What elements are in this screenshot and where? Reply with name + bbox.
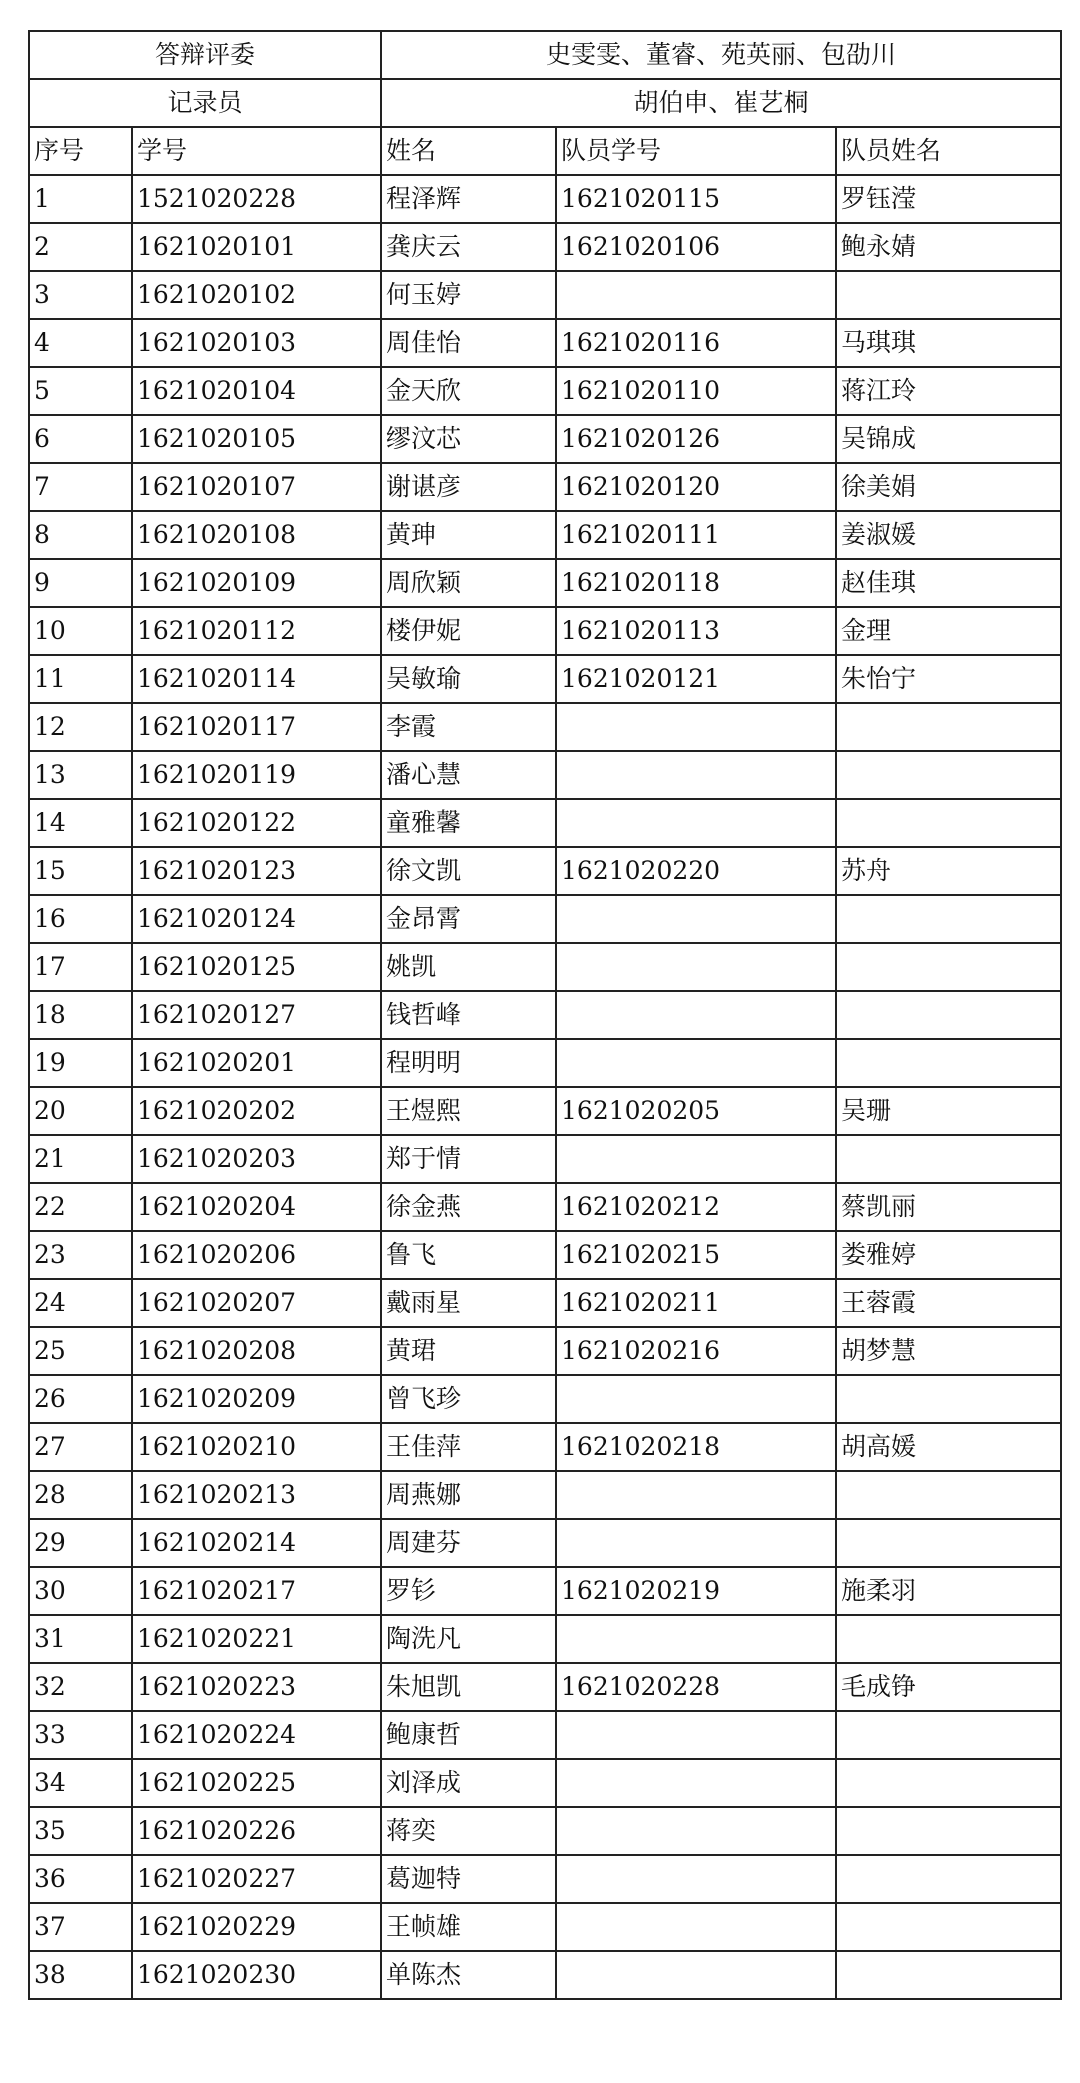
row-number-cell: 18: [29, 991, 132, 1039]
member-student-id-cell: [556, 1855, 836, 1903]
student-name-cell: 姚凯: [381, 943, 556, 991]
table-row: [29, 559, 1061, 607]
member-student-id-cell: [556, 703, 836, 751]
student-name-cell: 周欣颖: [381, 559, 556, 607]
student-id-cell: 1621020123: [132, 847, 381, 895]
table-row: [29, 1519, 1061, 1567]
member-student-id-cell: [556, 1471, 836, 1519]
student-name-cell: 李霞: [381, 703, 556, 751]
student-name-cell: 葛迦特: [381, 1855, 556, 1903]
student-id-cell: 1621020214: [132, 1519, 381, 1567]
member-name-cell: 王蓉霞: [836, 1279, 1061, 1327]
student-id-cell: 1621020207: [132, 1279, 381, 1327]
student-name-cell: 陶洗凡: [381, 1615, 556, 1663]
student-id-cell: 1621020227: [132, 1855, 381, 1903]
row-number-cell: 6: [29, 415, 132, 463]
student-id-cell: 1621020203: [132, 1135, 381, 1183]
row-number-cell: 13: [29, 751, 132, 799]
member-name-cell: [836, 895, 1061, 943]
row-number-cell: 34: [29, 1759, 132, 1807]
defense-roster-table: [28, 30, 1062, 2000]
student-name-cell: 程明明: [381, 1039, 556, 1087]
student-name-cell: 王佳萍: [381, 1423, 556, 1471]
row-number-cell: 5: [29, 367, 132, 415]
recorder-label: 记录员: [29, 79, 381, 127]
table-row: [29, 223, 1061, 271]
table-row: [29, 1903, 1061, 1951]
row-number-cell: 25: [29, 1327, 132, 1375]
row-number-cell: 33: [29, 1711, 132, 1759]
member-name-cell: [836, 1711, 1061, 1759]
member-student-id-cell: 1621020110: [556, 367, 836, 415]
table-row: [29, 1183, 1061, 1231]
row-number-cell: 12: [29, 703, 132, 751]
student-id-cell: 1621020114: [132, 655, 381, 703]
student-id-cell: 1621020101: [132, 223, 381, 271]
student-id-cell: 1621020108: [132, 511, 381, 559]
student-name-cell: 童雅馨: [381, 799, 556, 847]
table-row: [29, 1327, 1061, 1375]
student-id-cell: 1521020228: [132, 175, 381, 223]
table-row: [29, 1615, 1061, 1663]
member-student-id-cell: [556, 271, 836, 319]
member-student-id-cell: 1621020216: [556, 1327, 836, 1375]
member-student-id-cell: 1621020111: [556, 511, 836, 559]
student-id-cell: 1621020107: [132, 463, 381, 511]
table-row: [29, 1567, 1061, 1615]
member-student-id-cell: 1621020228: [556, 1663, 836, 1711]
student-name-cell: 缪汶芯: [381, 415, 556, 463]
row-number-cell: 29: [29, 1519, 132, 1567]
member-student-id-cell: [556, 895, 836, 943]
member-name-cell: [836, 1039, 1061, 1087]
column-header-id: 学号: [132, 127, 381, 175]
table-row: [29, 271, 1061, 319]
member-name-cell: [836, 751, 1061, 799]
table-row: [29, 991, 1061, 1039]
row-number-cell: 7: [29, 463, 132, 511]
member-student-id-cell: [556, 1711, 836, 1759]
student-id-cell: 1621020117: [132, 703, 381, 751]
table-row: [29, 1663, 1061, 1711]
table-row: [29, 1807, 1061, 1855]
student-id-cell: 1621020122: [132, 799, 381, 847]
student-name-cell: 龚庆云: [381, 223, 556, 271]
student-name-cell: 朱旭凯: [381, 1663, 556, 1711]
student-name-cell: 周建芬: [381, 1519, 556, 1567]
row-number-cell: 23: [29, 1231, 132, 1279]
member-name-cell: 罗钰滢: [836, 175, 1061, 223]
student-id-cell: 1621020208: [132, 1327, 381, 1375]
student-id-cell: 1621020119: [132, 751, 381, 799]
row-number-cell: 28: [29, 1471, 132, 1519]
student-id-cell: 1621020103: [132, 319, 381, 367]
row-number-cell: 19: [29, 1039, 132, 1087]
table-row: [29, 1759, 1061, 1807]
member-student-id-cell: 1621020215: [556, 1231, 836, 1279]
table-row: [29, 943, 1061, 991]
student-name-cell: 周燕娜: [381, 1471, 556, 1519]
member-student-id-cell: [556, 1519, 836, 1567]
member-name-cell: [836, 1951, 1061, 1999]
member-name-cell: 苏舟: [836, 847, 1061, 895]
member-student-id-cell: [556, 1039, 836, 1087]
student-name-cell: 戴雨星: [381, 1279, 556, 1327]
student-name-cell: 金天欣: [381, 367, 556, 415]
student-name-cell: 王煜熙: [381, 1087, 556, 1135]
student-name-cell: 王帧雄: [381, 1903, 556, 1951]
student-name-cell: 吴敏瑜: [381, 655, 556, 703]
table-row: [29, 799, 1061, 847]
member-name-cell: 赵佳琪: [836, 559, 1061, 607]
member-name-cell: 胡梦慧: [836, 1327, 1061, 1375]
table-row: [29, 1039, 1061, 1087]
column-header-row: [29, 127, 1061, 175]
member-name-cell: [836, 991, 1061, 1039]
student-id-cell: 1621020112: [132, 607, 381, 655]
student-name-cell: 刘泽成: [381, 1759, 556, 1807]
student-id-cell: 1621020104: [132, 367, 381, 415]
table-row: [29, 1855, 1061, 1903]
recorder-members: 胡伯申、崔艺桐: [381, 79, 1061, 127]
member-student-id-cell: 1621020106: [556, 223, 836, 271]
member-name-cell: [836, 703, 1061, 751]
student-id-cell: 1621020202: [132, 1087, 381, 1135]
member-student-id-cell: [556, 1951, 836, 1999]
student-name-cell: 鲍康哲: [381, 1711, 556, 1759]
member-name-cell: [836, 1855, 1061, 1903]
member-name-cell: 施柔羽: [836, 1567, 1061, 1615]
column-header-no: 序号: [29, 127, 132, 175]
table-row: [29, 1135, 1061, 1183]
student-id-cell: 1621020105: [132, 415, 381, 463]
member-name-cell: 徐美娟: [836, 463, 1061, 511]
student-name-cell: 黄珅: [381, 511, 556, 559]
row-number-cell: 35: [29, 1807, 132, 1855]
student-name-cell: 金昂霄: [381, 895, 556, 943]
student-id-cell: 1621020204: [132, 1183, 381, 1231]
row-number-cell: 1: [29, 175, 132, 223]
member-name-cell: [836, 799, 1061, 847]
row-number-cell: 38: [29, 1951, 132, 1999]
member-name-cell: [836, 1519, 1061, 1567]
member-name-cell: [836, 1903, 1061, 1951]
student-id-cell: 1621020124: [132, 895, 381, 943]
table-row: [29, 1951, 1061, 1999]
table-row: [29, 655, 1061, 703]
student-name-cell: 楼伊妮: [381, 607, 556, 655]
row-number-cell: 9: [29, 559, 132, 607]
student-id-cell: 1621020213: [132, 1471, 381, 1519]
table-row: [29, 1375, 1061, 1423]
row-number-cell: 14: [29, 799, 132, 847]
row-number-cell: 30: [29, 1567, 132, 1615]
member-name-cell: 朱怡宁: [836, 655, 1061, 703]
column-header-member-name: 队员姓名: [836, 127, 1061, 175]
student-id-cell: 1621020223: [132, 1663, 381, 1711]
row-number-cell: 8: [29, 511, 132, 559]
member-student-id-cell: 1621020205: [556, 1087, 836, 1135]
row-number-cell: 27: [29, 1423, 132, 1471]
student-name-cell: 郑于情: [381, 1135, 556, 1183]
student-name-cell: 周佳怡: [381, 319, 556, 367]
member-student-id-cell: 1621020115: [556, 175, 836, 223]
member-student-id-cell: 1621020116: [556, 319, 836, 367]
student-id-cell: 1621020226: [132, 1807, 381, 1855]
member-student-id-cell: 1621020120: [556, 463, 836, 511]
member-name-cell: 马琪琪: [836, 319, 1061, 367]
student-id-cell: 1621020201: [132, 1039, 381, 1087]
member-student-id-cell: [556, 1759, 836, 1807]
member-student-id-cell: [556, 1615, 836, 1663]
member-student-id-cell: 1621020121: [556, 655, 836, 703]
table-row: [29, 1471, 1061, 1519]
member-name-cell: 金理: [836, 607, 1061, 655]
row-number-cell: 37: [29, 1903, 132, 1951]
defense-roster-sheet: [28, 30, 1060, 2000]
student-id-cell: 1621020209: [132, 1375, 381, 1423]
member-student-id-cell: 1621020218: [556, 1423, 836, 1471]
row-number-cell: 32: [29, 1663, 132, 1711]
student-name-cell: 谢谌彦: [381, 463, 556, 511]
member-name-cell: [836, 1135, 1061, 1183]
member-student-id-cell: 1621020118: [556, 559, 836, 607]
student-name-cell: 罗钐: [381, 1567, 556, 1615]
row-number-cell: 3: [29, 271, 132, 319]
student-name-cell: 徐文凯: [381, 847, 556, 895]
member-name-cell: [836, 1615, 1061, 1663]
table-row: [29, 1087, 1061, 1135]
row-number-cell: 31: [29, 1615, 132, 1663]
student-id-cell: 1621020217: [132, 1567, 381, 1615]
table-row: [29, 319, 1061, 367]
member-student-id-cell: 1621020211: [556, 1279, 836, 1327]
student-id-cell: 1621020224: [132, 1711, 381, 1759]
column-header-member-id: 队员学号: [556, 127, 836, 175]
committee-row: [29, 31, 1061, 79]
member-student-id-cell: [556, 1135, 836, 1183]
student-name-cell: 曾飞珍: [381, 1375, 556, 1423]
row-number-cell: 21: [29, 1135, 132, 1183]
member-name-cell: [836, 943, 1061, 991]
member-name-cell: 毛成铮: [836, 1663, 1061, 1711]
column-header-name: 姓名: [381, 127, 556, 175]
row-number-cell: 2: [29, 223, 132, 271]
member-student-id-cell: 1621020220: [556, 847, 836, 895]
committee-members: 史雯雯、董睿、苑英丽、包劭川: [381, 31, 1061, 79]
row-number-cell: 20: [29, 1087, 132, 1135]
member-name-cell: 姜淑媛: [836, 511, 1061, 559]
table-row: [29, 607, 1061, 655]
row-number-cell: 10: [29, 607, 132, 655]
student-name-cell: 潘心慧: [381, 751, 556, 799]
table-row: [29, 847, 1061, 895]
table-row: [29, 511, 1061, 559]
member-name-cell: 娄雅婷: [836, 1231, 1061, 1279]
student-name-cell: 程泽辉: [381, 175, 556, 223]
table-row: [29, 175, 1061, 223]
member-name-cell: [836, 1807, 1061, 1855]
row-number-cell: 26: [29, 1375, 132, 1423]
row-number-cell: 16: [29, 895, 132, 943]
member-student-id-cell: [556, 1807, 836, 1855]
member-student-id-cell: 1621020219: [556, 1567, 836, 1615]
table-row: [29, 895, 1061, 943]
row-number-cell: 36: [29, 1855, 132, 1903]
member-student-id-cell: 1621020126: [556, 415, 836, 463]
member-student-id-cell: [556, 1903, 836, 1951]
committee-label: 答辩评委: [29, 31, 381, 79]
member-name-cell: [836, 1375, 1061, 1423]
member-name-cell: 蔡凯丽: [836, 1183, 1061, 1231]
table-row: [29, 415, 1061, 463]
member-student-id-cell: [556, 991, 836, 1039]
student-id-cell: 1621020127: [132, 991, 381, 1039]
member-name-cell: [836, 271, 1061, 319]
student-name-cell: 蒋奕: [381, 1807, 556, 1855]
student-id-cell: 1621020206: [132, 1231, 381, 1279]
member-student-id-cell: [556, 1375, 836, 1423]
member-name-cell: [836, 1471, 1061, 1519]
student-id-cell: 1621020229: [132, 1903, 381, 1951]
member-name-cell: 吴珊: [836, 1087, 1061, 1135]
row-number-cell: 15: [29, 847, 132, 895]
student-name-cell: 徐金燕: [381, 1183, 556, 1231]
table-row: [29, 1231, 1061, 1279]
member-name-cell: 胡高媛: [836, 1423, 1061, 1471]
student-id-cell: 1621020210: [132, 1423, 381, 1471]
student-id-cell: 1621020102: [132, 271, 381, 319]
table-row: [29, 463, 1061, 511]
member-name-cell: 吴锦成: [836, 415, 1061, 463]
member-name-cell: [836, 1759, 1061, 1807]
member-student-id-cell: [556, 751, 836, 799]
student-id-cell: 1621020125: [132, 943, 381, 991]
member-name-cell: 鲍永婧: [836, 223, 1061, 271]
row-number-cell: 17: [29, 943, 132, 991]
table-row: [29, 751, 1061, 799]
row-number-cell: 11: [29, 655, 132, 703]
member-student-id-cell: [556, 799, 836, 847]
member-student-id-cell: 1621020113: [556, 607, 836, 655]
student-id-cell: 1621020109: [132, 559, 381, 607]
table-row: [29, 1279, 1061, 1327]
row-number-cell: 4: [29, 319, 132, 367]
student-id-cell: 1621020230: [132, 1951, 381, 1999]
student-name-cell: 黄珺: [381, 1327, 556, 1375]
member-name-cell: 蒋江玲: [836, 367, 1061, 415]
recorder-row: [29, 79, 1061, 127]
row-number-cell: 22: [29, 1183, 132, 1231]
table-row: [29, 1423, 1061, 1471]
student-id-cell: 1621020225: [132, 1759, 381, 1807]
table-row: [29, 1711, 1061, 1759]
student-id-cell: 1621020221: [132, 1615, 381, 1663]
student-name-cell: 何玉婷: [381, 271, 556, 319]
table-row: [29, 367, 1061, 415]
table-row: [29, 703, 1061, 751]
member-student-id-cell: 1621020212: [556, 1183, 836, 1231]
student-name-cell: 单陈杰: [381, 1951, 556, 1999]
student-name-cell: 钱哲峰: [381, 991, 556, 1039]
member-student-id-cell: [556, 943, 836, 991]
student-name-cell: 鲁飞: [381, 1231, 556, 1279]
row-number-cell: 24: [29, 1279, 132, 1327]
